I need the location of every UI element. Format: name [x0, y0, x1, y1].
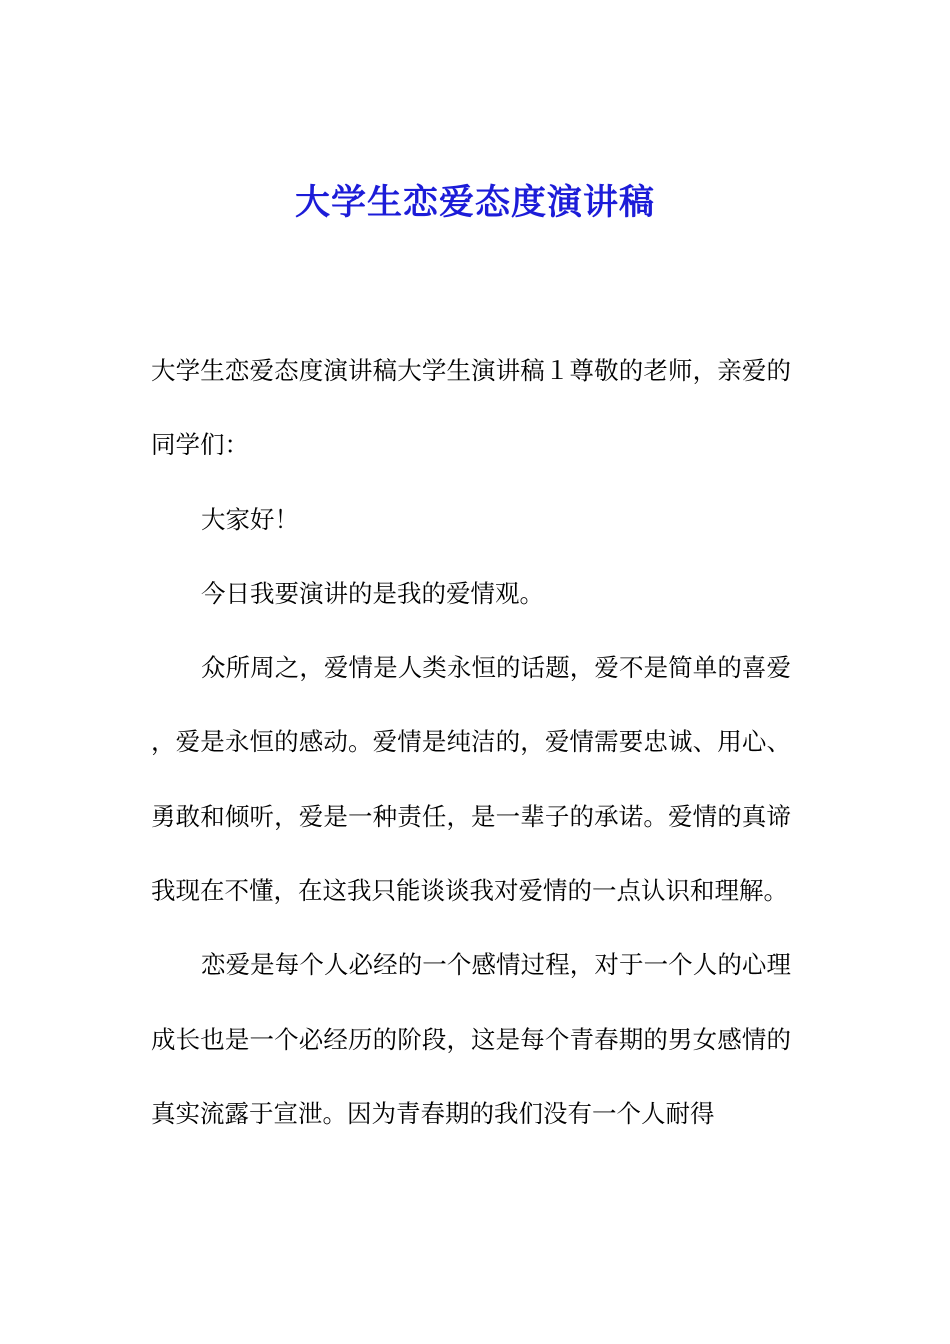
document-title: 大学生恋爱态度演讲稿 — [294, 182, 655, 223]
document-body — [151, 334, 791, 1151]
paragraph: 恋爱是每个人必经的一个感情过程，对于一个人的心理成长也是一个必经历的阶段，这是每个青春期的男女感情的真实流露于宣泄。因为青春期的我们没有一个人耐得 — [151, 950, 791, 1128]
paragraph: 大学生恋爱态度演讲稿大学生演讲稿１尊敬的老师，亲爱的同学们： — [151, 356, 791, 460]
paragraph: 今日我要演讲的是我的爱情观。 — [201, 578, 544, 608]
paragraph: 大家好！ — [201, 504, 299, 534]
paragraph: 众所周之，爱情是人类永恒的话题，爱不是简单的喜爱，爱是永恒的感动。爱情是纯洁的，爱情需要忠诚、用心、勇敢和倾听，爱是一种责任，是一辈子的承诺。爱情的真谛我现在不懂，在这我只能谈谈我对爱情的一点认识和理解。 — [151, 653, 791, 906]
